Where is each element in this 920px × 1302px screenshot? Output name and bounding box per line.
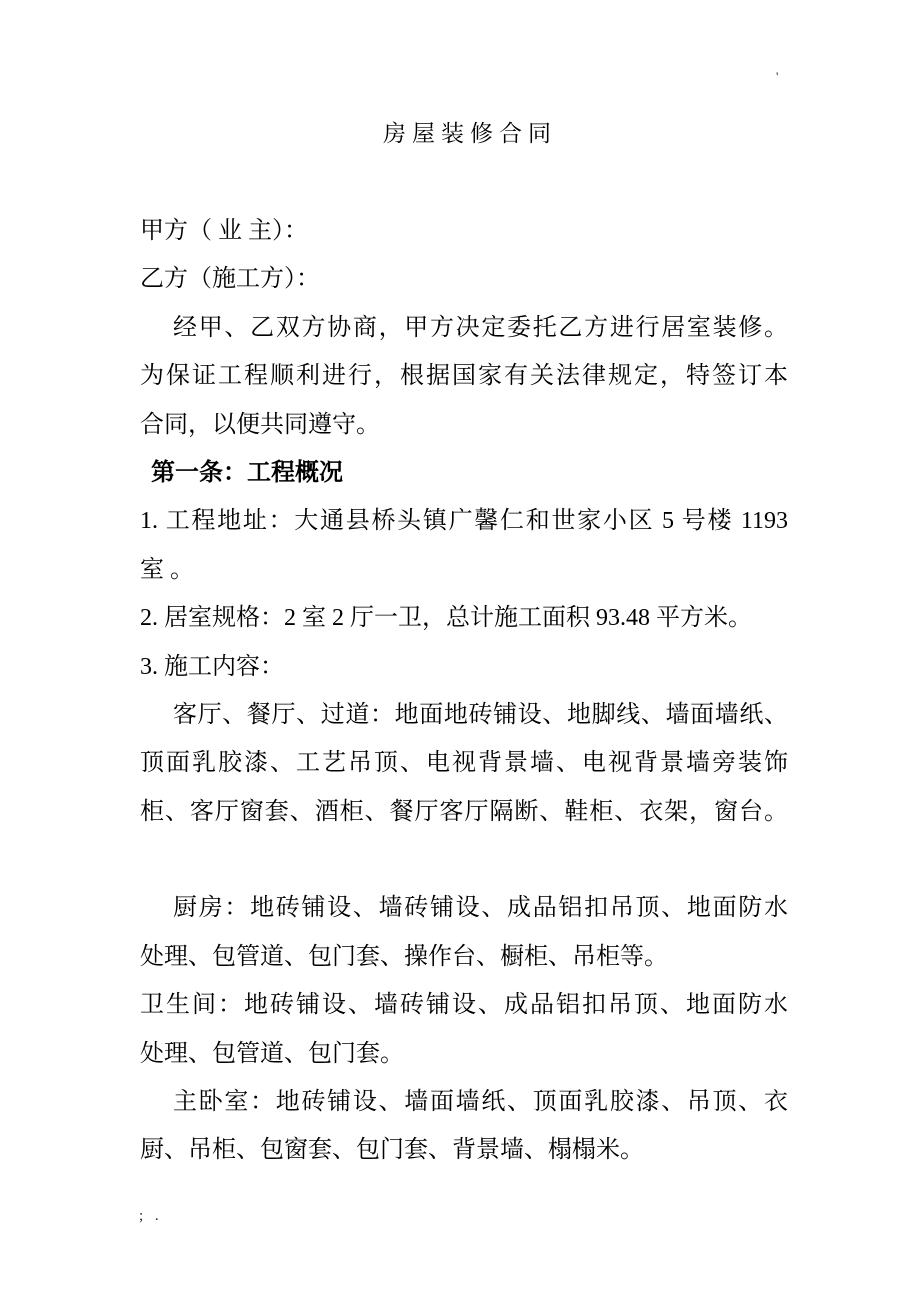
stray-mark-top-right: ' [776, 69, 779, 84]
document-line: 柜、客厅窗套、酒柜、餐厅客厅隔断、鞋柜、衣架，窗台。 [140, 798, 788, 825]
document-line: 厨、吊柜、包窗套、包门套、背景墙、榻榻米。 [140, 1137, 644, 1164]
stray-mark-bottom-left: ; . [139, 1208, 163, 1224]
document-line: 经甲、乙双方协商，甲方决定委托乙方进行居室装修。 [173, 314, 788, 341]
document-line: 处理、包管道、包门套。 [140, 1040, 404, 1067]
document-line: 合同，以便共同遵守。 [140, 411, 380, 438]
document-line: 卫生间：地砖铺设、墙砖铺设、成品铝扣吊顶、地面防水 [140, 992, 788, 1019]
blank-line [140, 836, 788, 884]
document-title: 房屋装修合同 [383, 121, 557, 146]
document-line: 第一条：工程概况 [151, 459, 343, 486]
document-line: 室 。 [140, 556, 194, 583]
document-line: 处理、包管道、包门套、操作台、橱柜、吊柜等。 [140, 943, 668, 970]
document-line: 厨房：地砖铺设、墙砖铺设、成品铝扣吊顶、地面防水 [173, 895, 788, 922]
document-line: 乙方（施工方）： [140, 266, 320, 293]
document-line: 2. 居室规格：2 室 2 厅一卫，总计施工面积 93.48 平方米。 [140, 605, 752, 632]
document-line: 客厅、餐厅、过道：地面地砖铺设、地脚线、墙面墙纸、 [173, 701, 788, 728]
document-body [140, 207, 788, 1175]
document-line: 顶面乳胶漆、工艺吊顶、电视背景墙、电视背景墙旁装饰 [140, 750, 788, 777]
document-line: 1. 工程地址：大通县桥头镇广馨仁和世家小区 5 号楼 1193 [140, 508, 788, 535]
document-line: 为保证工程顺利进行，根据国家有关法律规定，特签订本 [140, 363, 788, 390]
document-line: 甲方（ 业 主）： [140, 218, 308, 244]
document-line: 3. 施工内容： [140, 653, 284, 680]
document-line: 主卧室：地砖铺设、墙面墙纸、顶面乳胶漆、吊顶、衣 [173, 1089, 788, 1116]
